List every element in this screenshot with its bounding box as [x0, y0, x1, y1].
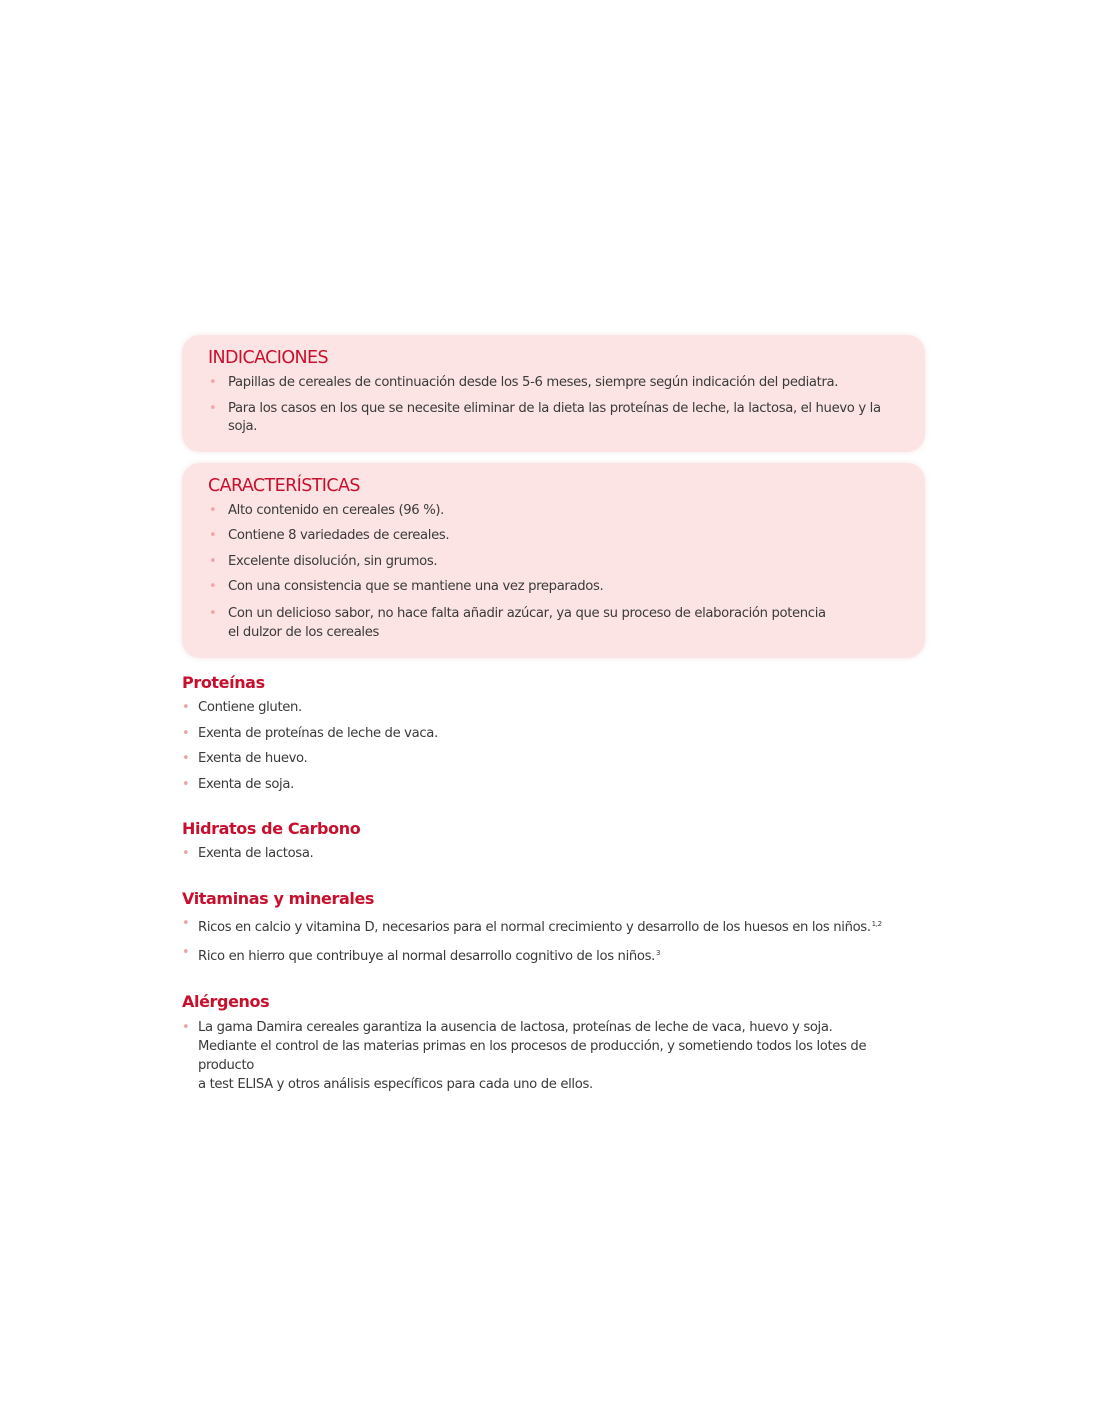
bullet-icon: •: [209, 502, 217, 518]
indicaciones-title: INDICACIONES: [208, 348, 328, 368]
list-item: • Alto contenido en cereales (96 %).: [209, 502, 445, 518]
list-item: • Rico en hierro que contribuye al normal desarrollo cognitivo de los niños.$^3$: [182, 945, 661, 965]
vitaminas-title: Vitaminas y minerales: [182, 888, 375, 908]
footnote-ref: 1,2: [871, 919, 882, 928]
list-item: • Exenta de huevo.: [182, 751, 308, 767]
list-item: • Exenta de lactosa.: [182, 845, 314, 861]
footnote-ref: 3: [655, 949, 661, 958]
proteinas-title: Proteínas: [182, 672, 265, 692]
list-item: • Con un delicioso sabor, no hace falta añadir azúcar, ya que su proceso de elaboración potencia el dulzor de los cereales: [209, 605, 826, 640]
bullet-icon: •: [209, 400, 217, 416]
list-item: • Excelente disolución, sin grumos.: [209, 553, 438, 569]
bullet-icon: •: [209, 528, 217, 544]
alergenos-section: [182, 991, 925, 1094]
document-page: [182, 335, 925, 1102]
caracteristicas-title: CARACTERÍSTICAS: [208, 475, 360, 496]
bullet-icon: •: [182, 751, 190, 767]
bullet-icon: •: [182, 915, 190, 931]
bullet-icon: •: [182, 1020, 190, 1036]
list-item: • Con una consistencia que se mantiene una vez preparados.: [209, 579, 604, 595]
bullet-icon: •: [209, 553, 217, 569]
bullet-icon: •: [209, 605, 217, 621]
hidratos-section: [182, 818, 925, 863]
list-item: • Contiene gluten.: [182, 699, 302, 715]
list-item: • Ricos en calcio y vitamina D, necesarios para el normal crecimiento y desarrollo de los huesos en los niños.$^{1,2}$: [182, 915, 882, 935]
proteinas-section: [182, 672, 925, 794]
proteinas-list: [182, 699, 925, 794]
list-item: • La gama Damira cereales garantiza la ausencia de lactosa, proteínas de leche de vaca, huevo y soja. Mediante el control de las materias primas en los procesos de producción, y sometiendo todos los lotes de producto a test ELISA y otros análisis específicos para cada uno de ellos.: [182, 1020, 867, 1093]
list-item: • Contiene 8 variedades de cereales.: [209, 528, 450, 544]
hidratos-list: [182, 845, 925, 863]
list-item: • Para los casos en los que se necesite eliminar de la dieta las proteínas de leche, la lactosa, el huevo y la soja.: [209, 400, 881, 434]
bullet-icon: •: [209, 375, 217, 390]
vitaminas-section: [182, 888, 925, 967]
vitaminas-list: [182, 915, 925, 967]
bullet-icon: •: [182, 776, 190, 792]
list-item: • Exenta de soja.: [182, 776, 294, 792]
alergenos-list: [182, 1018, 925, 1094]
hidratos-title: Hidratos de Carbono: [182, 818, 361, 838]
caracteristicas-list: [208, 502, 907, 642]
bullet-icon: •: [182, 945, 190, 961]
alergenos-title: Alérgenos: [182, 992, 270, 1012]
bullet-icon: •: [182, 845, 190, 861]
list-item: • Papillas de cereales de continuación desde los 5-6 meses, siempre según indicación del pediatra.: [209, 375, 839, 390]
indicaciones-list: [208, 374, 907, 436]
bullet-icon: •: [182, 725, 190, 741]
indicaciones-card: [182, 335, 925, 452]
caracteristicas-card: [182, 463, 925, 658]
bullet-icon: •: [182, 699, 190, 715]
bullet-icon: •: [209, 579, 217, 595]
list-item: • Exenta de proteínas de leche de vaca.: [182, 725, 438, 741]
